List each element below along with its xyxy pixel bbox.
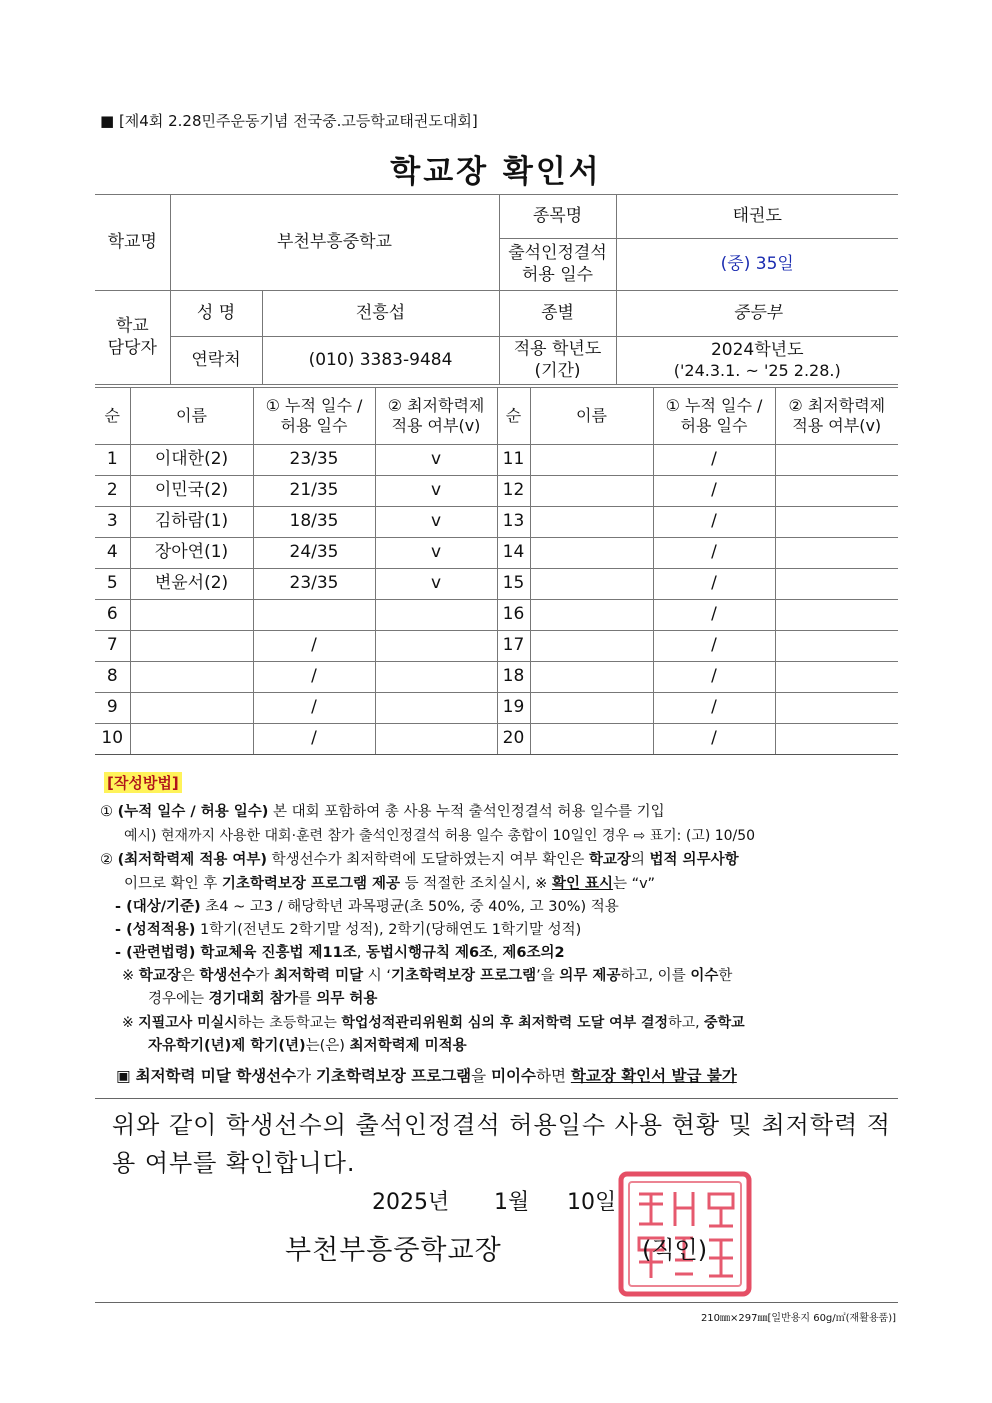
cell-name bbox=[130, 724, 253, 755]
square-arrow-icon: ▣ bbox=[116, 1067, 131, 1085]
cell-no: 9 bbox=[95, 693, 130, 724]
method-line-12 bbox=[116, 1066, 737, 1086]
cell-days: 21/35 bbox=[253, 476, 375, 507]
school-name: 부천부흥중학교 bbox=[170, 195, 499, 291]
header-name: 이름 bbox=[130, 388, 253, 445]
cell-name bbox=[530, 476, 653, 507]
document-title: 학교장 확인서 bbox=[390, 154, 602, 190]
text: 을 bbox=[471, 1067, 492, 1085]
method-line-6 bbox=[115, 920, 581, 940]
text: 1학기(전년도 2학기말 성적), 2학기(당해연도 1학기말 성적) bbox=[195, 922, 582, 938]
bold-text: 경기대회 참가 bbox=[208, 991, 298, 1007]
cell-check: v bbox=[375, 507, 497, 538]
table-row bbox=[95, 445, 898, 476]
circle-two: ② bbox=[100, 852, 113, 868]
method-line-10 bbox=[122, 1013, 745, 1033]
header-days: ① 누적 일수 / 허용 일수 bbox=[253, 388, 375, 445]
cell-name bbox=[130, 693, 253, 724]
text: 이므로 확인 후 bbox=[124, 876, 222, 892]
bold-text: 이수 bbox=[690, 968, 719, 984]
cell-name bbox=[530, 631, 653, 662]
bold-text: 학생선수 bbox=[199, 968, 256, 984]
header-no: 순 bbox=[95, 388, 130, 445]
cell-no: 19 bbox=[497, 693, 530, 724]
cell-name bbox=[530, 693, 653, 724]
method-line-11 bbox=[148, 1036, 467, 1056]
cell-no: 10 bbox=[95, 724, 130, 755]
date-year: 2025년 bbox=[372, 1190, 450, 1215]
cell-name: 이민국(2) bbox=[130, 476, 253, 507]
bold-text: 학교장 bbox=[138, 968, 181, 984]
cell-check bbox=[375, 693, 497, 724]
underline-text: 확인 표시 bbox=[551, 876, 614, 892]
bold-text: 최저학력 미달 학생선수 bbox=[135, 1067, 297, 1085]
cell-no: 5 bbox=[95, 569, 130, 600]
cell-check: v bbox=[375, 569, 497, 600]
cell-days: / bbox=[253, 662, 375, 693]
text: 하고, 이를 bbox=[620, 968, 691, 984]
cell-check bbox=[375, 662, 497, 693]
text: ※ bbox=[122, 968, 139, 984]
cell-name bbox=[530, 600, 653, 631]
cell-name bbox=[130, 631, 253, 662]
issuer-name: 부천부흥중학교장 bbox=[285, 1235, 502, 1266]
bold-text: 미이수 bbox=[491, 1067, 536, 1085]
date-month: 1월 bbox=[494, 1190, 530, 1215]
method-line-7 bbox=[115, 943, 565, 963]
bold-text: 최저학력 미달 bbox=[274, 968, 364, 984]
cell-check bbox=[775, 600, 898, 631]
text: 가 bbox=[255, 968, 275, 984]
cell-name bbox=[530, 445, 653, 476]
cell-name bbox=[130, 662, 253, 693]
student-list-table bbox=[95, 387, 898, 755]
bold-text: 의무 허용 bbox=[316, 991, 378, 1007]
school-info-table bbox=[95, 194, 898, 385]
division-label: 종별 bbox=[499, 291, 616, 337]
header-days: ① 누적 일수 / 허용 일수 bbox=[653, 388, 775, 445]
table-header-row bbox=[95, 388, 898, 445]
text: 는(은) bbox=[305, 1038, 350, 1054]
cell-check bbox=[775, 631, 898, 662]
text: 의 bbox=[630, 852, 650, 868]
cell-no: 15 bbox=[497, 569, 530, 600]
event-title: ■ [제4회 2.28민주운동기념 전국중.고등학교태권도대회] bbox=[100, 112, 478, 130]
method-line-2 bbox=[124, 826, 755, 846]
method-line-4 bbox=[124, 874, 655, 894]
cell-days: 24/35 bbox=[253, 538, 375, 569]
cell-check: v bbox=[375, 476, 497, 507]
bold-text: (누적 일수 / 허용 일수) bbox=[117, 804, 269, 820]
method-line-3 bbox=[100, 850, 739, 870]
bold-text: 학업성적관리위원회 심의 후 최저학력 도달 여부 결정 bbox=[341, 1015, 669, 1031]
cell-no: 8 bbox=[95, 662, 130, 693]
text: 한 bbox=[718, 968, 733, 984]
bold-text: 기초학력보장 프로그램 bbox=[391, 968, 537, 984]
divider-top bbox=[95, 1098, 898, 1099]
circle-one: ① bbox=[100, 804, 113, 820]
cell-days: / bbox=[253, 724, 375, 755]
cell-days: / bbox=[653, 662, 775, 693]
bold-text: (최저학력제 적용 여부) bbox=[117, 852, 268, 868]
cell-no: 16 bbox=[497, 600, 530, 631]
cell-name bbox=[530, 507, 653, 538]
table-row bbox=[95, 662, 898, 693]
cell-days: 18/35 bbox=[253, 507, 375, 538]
bold-text: 자유학기(년)제 학기(년) bbox=[148, 1038, 306, 1054]
cell-check bbox=[375, 724, 497, 755]
cell-name bbox=[530, 662, 653, 693]
table-row bbox=[95, 569, 898, 600]
bold-text: 최저학력제 미적용 bbox=[349, 1038, 467, 1054]
cell-no: 4 bbox=[95, 538, 130, 569]
contact-label: 연락처 bbox=[170, 337, 262, 385]
text: ※ bbox=[122, 1015, 139, 1031]
cell-name: 김하람(1) bbox=[130, 507, 253, 538]
cell-days: / bbox=[653, 631, 775, 662]
seal-label: (직인) bbox=[642, 1236, 708, 1264]
method-line-1 bbox=[100, 802, 665, 822]
cell-no: 6 bbox=[95, 600, 130, 631]
cell-days bbox=[253, 600, 375, 631]
allowance-label: 출석인정결석 허용 일수 bbox=[499, 239, 616, 291]
bold-text: 제6조의2 bbox=[502, 945, 565, 961]
cell-days: / bbox=[253, 693, 375, 724]
table-row bbox=[95, 724, 898, 755]
header-applied: ② 최저학력제 적용 여부(v) bbox=[775, 388, 898, 445]
year-period: ('24.3.1. ~ '25 2.28.) bbox=[673, 361, 841, 381]
allowance-value: (중) 35일 bbox=[616, 239, 898, 291]
text: 가 bbox=[296, 1067, 317, 1085]
text: 는 “v” bbox=[613, 876, 655, 892]
cell-check bbox=[775, 538, 898, 569]
bold-text: 동법시행규칙 제6조 bbox=[365, 945, 494, 961]
table-row bbox=[95, 507, 898, 538]
divider-bottom bbox=[95, 1302, 898, 1303]
date-day: 10일 bbox=[567, 1190, 617, 1215]
cell-no: 2 bbox=[95, 476, 130, 507]
method-line-5 bbox=[115, 897, 619, 917]
cell-check bbox=[775, 724, 898, 755]
bold-text: 중학교 bbox=[704, 1015, 745, 1031]
text: 하고, bbox=[668, 1015, 705, 1031]
text: 경우에는 bbox=[148, 991, 209, 1007]
text: 하면 bbox=[536, 1067, 571, 1085]
text: 예시) 현재까지 사용한 대회·훈련 참가 출석인정결석 허용 일수 총합이 10일인 경우 ⇨ 표기: (고) 10/50 bbox=[124, 828, 756, 844]
cell-days: / bbox=[253, 631, 375, 662]
confirm-statement: 위와 같이 학생선수의 출석인정결석 허용일수 사용 현황 및 최저학력 적용 여부를 확인합니다. bbox=[112, 1111, 891, 1177]
bold-text: 기초학력보장 프로그램 제공 bbox=[221, 876, 401, 892]
cell-days: 23/35 bbox=[253, 445, 375, 476]
cell-check bbox=[775, 445, 898, 476]
method-line-8 bbox=[122, 966, 732, 986]
underline-text: 학교장 확인서 발급 불가 bbox=[570, 1067, 737, 1085]
bold-text: 의무 제공 bbox=[559, 968, 621, 984]
cell-name bbox=[130, 600, 253, 631]
cell-days: 23/35 bbox=[253, 569, 375, 600]
cell-check bbox=[775, 507, 898, 538]
table-row bbox=[95, 631, 898, 662]
cell-no: 12 bbox=[497, 476, 530, 507]
cell-days: / bbox=[653, 600, 775, 631]
cell-name bbox=[530, 569, 653, 600]
table-row bbox=[95, 476, 898, 507]
table-row bbox=[95, 600, 898, 631]
bold-text: 법적 의무사항 bbox=[649, 852, 739, 868]
cell-days: / bbox=[653, 538, 775, 569]
cell-check bbox=[775, 476, 898, 507]
cell-check bbox=[375, 600, 497, 631]
text: , bbox=[493, 945, 503, 961]
school-label: 학교명 bbox=[95, 195, 170, 291]
cell-days: / bbox=[653, 693, 775, 724]
cell-no: 18 bbox=[497, 662, 530, 693]
year-label: 적용 학년도 (기간) bbox=[499, 337, 616, 385]
cell-no: 11 bbox=[497, 445, 530, 476]
cell-name: 변윤서(2) bbox=[130, 569, 253, 600]
method-line-9 bbox=[148, 989, 377, 1009]
cell-no: 3 bbox=[95, 507, 130, 538]
cell-days: / bbox=[653, 445, 775, 476]
text: 초4 ~ 고3 / 해당학년 과목평균(초 50%, 중 40%, 고 30%) 적용 bbox=[200, 899, 619, 915]
cell-days: / bbox=[653, 724, 775, 755]
cell-no: 14 bbox=[497, 538, 530, 569]
text: 등 적절한 조치실시, ※ bbox=[400, 876, 552, 892]
bold-text: - (대상/기준) bbox=[115, 899, 201, 915]
cell-no: 1 bbox=[95, 445, 130, 476]
cell-name bbox=[530, 538, 653, 569]
cell-days: / bbox=[653, 476, 775, 507]
text: ’을 bbox=[536, 968, 560, 984]
bold-text: 지필고사 미실시 bbox=[138, 1015, 238, 1031]
text: , bbox=[356, 945, 366, 961]
manager-label: 학교 담당자 bbox=[95, 291, 170, 385]
table-row bbox=[95, 693, 898, 724]
table-row bbox=[95, 538, 898, 569]
text: 학생선수가 최저학력에 도달하였는지 여부 확인은 bbox=[267, 852, 589, 868]
bold-text: 기초학력보장 프로그램 bbox=[316, 1067, 472, 1085]
cell-check bbox=[775, 662, 898, 693]
text: 시 ‘ bbox=[363, 968, 392, 984]
header-no: 순 bbox=[497, 388, 530, 445]
cell-name: 이대한(2) bbox=[130, 445, 253, 476]
cell-days: / bbox=[653, 569, 775, 600]
bold-text: - (관련법령) 학교체육 진흥법 제11조 bbox=[115, 945, 357, 961]
division-value: 중등부 bbox=[616, 291, 898, 337]
name-label: 성 명 bbox=[170, 291, 262, 337]
cell-check bbox=[775, 693, 898, 724]
cell-name: 장아연(1) bbox=[130, 538, 253, 569]
header-name: 이름 bbox=[530, 388, 653, 445]
cell-check: v bbox=[375, 445, 497, 476]
event-value: 태권도 bbox=[616, 195, 898, 239]
cell-no: 17 bbox=[497, 631, 530, 662]
contact-value: (010) 3383-9484 bbox=[262, 337, 499, 385]
cell-no: 13 bbox=[497, 507, 530, 538]
event-label: 종목명 bbox=[499, 195, 616, 239]
paper-spec: 210㎜×297㎜[일반용지 60g/㎡(재활용품)] bbox=[700, 1313, 896, 1324]
cell-name bbox=[530, 724, 653, 755]
cell-check bbox=[375, 631, 497, 662]
name-value: 전흥섭 bbox=[262, 291, 499, 337]
text: 본 대회 포함하여 총 사용 누적 출석인정결석 허용 일수를 기입 bbox=[268, 804, 665, 820]
cell-no: 7 bbox=[95, 631, 130, 662]
text: 를 bbox=[297, 991, 317, 1007]
method-title: [작성방법] bbox=[104, 772, 182, 793]
bold-text: 학교장 bbox=[588, 852, 631, 868]
header-applied: ② 최저학력제 적용 여부(v) bbox=[375, 388, 497, 445]
text: 하는 초등학교는 bbox=[237, 1015, 342, 1031]
cell-days: / bbox=[653, 507, 775, 538]
year-value: 2024학년도 bbox=[710, 339, 804, 360]
year-value-cell bbox=[616, 337, 898, 385]
cell-no: 20 bbox=[497, 724, 530, 755]
bold-text: - (성적적용) bbox=[115, 922, 196, 938]
cell-check: v bbox=[375, 538, 497, 569]
cell-check bbox=[775, 569, 898, 600]
text: 은 bbox=[180, 968, 200, 984]
